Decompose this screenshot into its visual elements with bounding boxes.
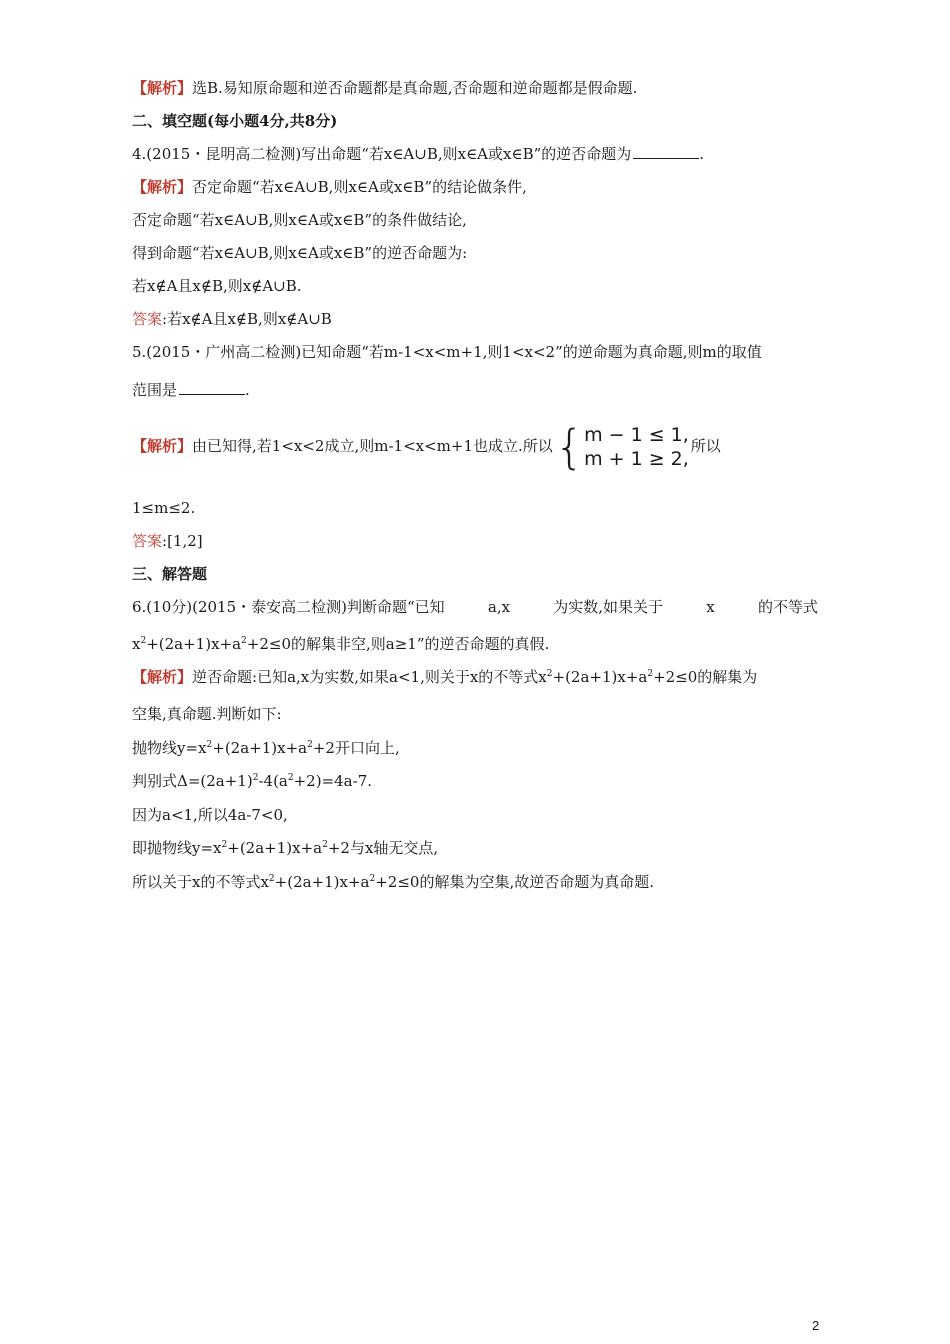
- q6-analysis-6: 即抛物线$y=x^2+(2a+1)x+a^2+2$与x轴无交点,: [132, 839, 439, 857]
- q6-analysis-5: 因为a<1,所以4a-7<0,: [132, 806, 288, 824]
- inequality-system: { m − 1 ≤ 1, m + 1 ≥ 2,: [554, 420, 689, 474]
- question-6-line-1: 6.(10分)(2015・泰安高二检测)判断命题“已知 a,x 为实数,如果关于 x 的不等式: [132, 598, 818, 616]
- q6-analysis-1: 【解析】逆否命题:已知a,x为实数,如果a<1,则关于x的不等式$x^2+(2a+1)x+a^2+2\le 0$的解集为: [132, 668, 758, 686]
- q6-analysis-2: 空集,真命题.判断如下:: [132, 705, 282, 723]
- question-4: 4.(2015・昆明高二检测)写出命题“若x∈A∪B,则x∈A或x∈B”的逆否命题为 .: [132, 145, 705, 163]
- q4-analysis-2: 否定命题“若x∈A∪B,则x∈A或x∈B”的条件做结论,: [132, 211, 467, 229]
- question-6-line-2: $x^2+(2a+1)x+a^2+2\le 0$的解集非空,则a≥1”的逆否命题的真假.: [132, 635, 550, 653]
- q4-analysis-4: 若x∉A且x∉B,则x∉A∪B.: [132, 277, 302, 295]
- q5-analysis-result: 1≤m≤2.: [132, 499, 196, 517]
- q4-analysis-1: 【解析】否定命题“若x∈A∪B,则x∈A或x∈B”的结论做条件,: [132, 178, 527, 196]
- page-number: 2: [812, 1318, 820, 1333]
- q6-analysis-4: 判别式$\Delta=(2a+1)^2-4(a^2+2)=4a-7$.: [132, 772, 373, 790]
- system-row-1: m − 1 ≤ 1,: [584, 424, 689, 446]
- system-row-2: m + 1 ≥ 2,: [584, 448, 689, 470]
- section-heading-solution: 三、解答题: [132, 565, 208, 583]
- analysis-line-1: 【解析】选B.易知原命题和逆否命题都是真命题,否命题和逆命题都是假命题.: [132, 79, 638, 97]
- answer-blank: [179, 380, 245, 395]
- section-heading-fill-in: 二、填空题(每小题4分,共8分): [132, 112, 338, 130]
- q4-answer: 答案:若x∉A且x∉B,则x∉A∪B: [132, 310, 332, 328]
- question-5-line-2: 范围是 .: [132, 381, 250, 399]
- q6-analysis-3: 抛物线$y=x^2+(2a+1)x+a^2+2$开口向上,: [132, 739, 400, 757]
- q5-analysis: 【解析】由已知得,若1<x<2成立,则m-1<x<m+1也成立.所以 { m − 1 ≤ 1, m + 1 ≥ 2, 所以: [132, 420, 721, 474]
- q4-analysis-3: 得到命题“若x∈A∪B,则x∈A或x∈B”的逆否命题为:: [132, 244, 468, 262]
- q5-answer: 答案:[1,2]: [132, 532, 203, 550]
- question-5-line-1: 5.(2015・广州高二检测)已知命题“若m-1<x<m+1,则1<x<2”的逆命题为真命题,则m的取值: [132, 343, 762, 361]
- answer-blank: [633, 144, 699, 159]
- q6-analysis-7: 所以关于x的不等式$x^2+(2a+1)x+a^2+2\le 0$的解集为空集,故逆否命题为真命题.: [132, 873, 654, 891]
